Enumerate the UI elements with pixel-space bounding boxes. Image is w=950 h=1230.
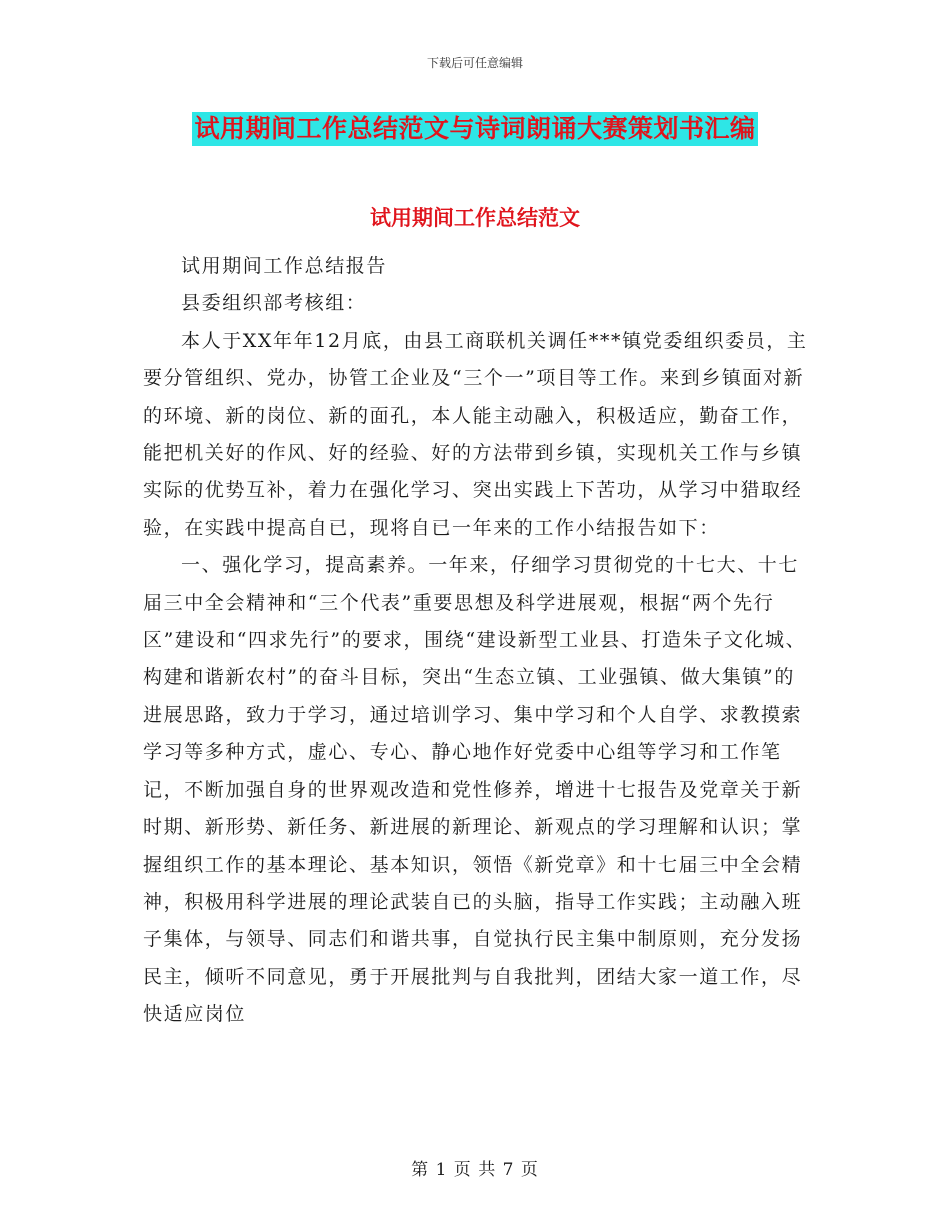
document-title-container: [0, 112, 950, 146]
paragraph-salutation: 县委组织部考核组：: [181, 292, 367, 315]
paragraph-section-one: 一、强化学习，提高素养。一年来，仔细学习贯彻党的十七大、十七届三中全会精神和“三个代表”重要思想及科学进展观，根据“两个先行区”建设和“四求先行”的要求，围绕“建设新型工业县、打造朱子文化城、构建和谐新农村”的奋斗目标，突出“生态立镇、工业强镇、做大集镇”的进展思路，致力于学习，通过培训学习、集中学习和个人自学、求教摸索学习等多种方式，虚心、专心、静心地作好党委中心组等学习和工作笔记，不断加强自身的世界观改造和党性修养，增进十七报告及党章关于新时期、新形势、新任务、新进展的新理论、新观点的学习理解和认识；掌握组织工作的基本理论、基本知识，领悟《新党章》和十七届三中全会精神，积极用科学进展的理论武装自已的头脑，指导工作实践；主动融入班子集体，与领导、同志们和谐共事，自觉执行民主集中制原则，充分发扬民主，倾听不同意见，勇于开展批判与自我批判，团结大家一道工作，尽快适应岗位: [143, 554, 807, 1026]
page-header-note: 下载后可任意编辑: [426, 56, 523, 70]
paragraph-report-title: 试用期间工作总结报告: [181, 255, 388, 277]
page-number: 第 1 页 共 7 页: [411, 1160, 539, 1180]
document-body: [143, 248, 813, 1034]
section-title: 试用期间工作总结范文: [370, 206, 580, 230]
paragraph-intro: 本人于XX年年12月底，由县工商联机关调任***镇党委组织委员，主要分管组织、党办，协管工企业及“三个一”项目等工作。来到乡镇面对新的环境、新的岗位、新的面孔，本人能主动融入，积极适应，勤奋工作，能把机关好的作风、好的经验、好的方法带到乡镇，实现机关工作与乡镇实际的优势互补，着力在强化学习、突出实践上下苦功，从学习中猎取经验，在实践中提高自已，现将自已一年来的工作小结报告如下：: [143, 329, 808, 539]
document-title: 试用期间工作总结范文与诗词朗诵大赛策划书汇编: [192, 112, 757, 146]
